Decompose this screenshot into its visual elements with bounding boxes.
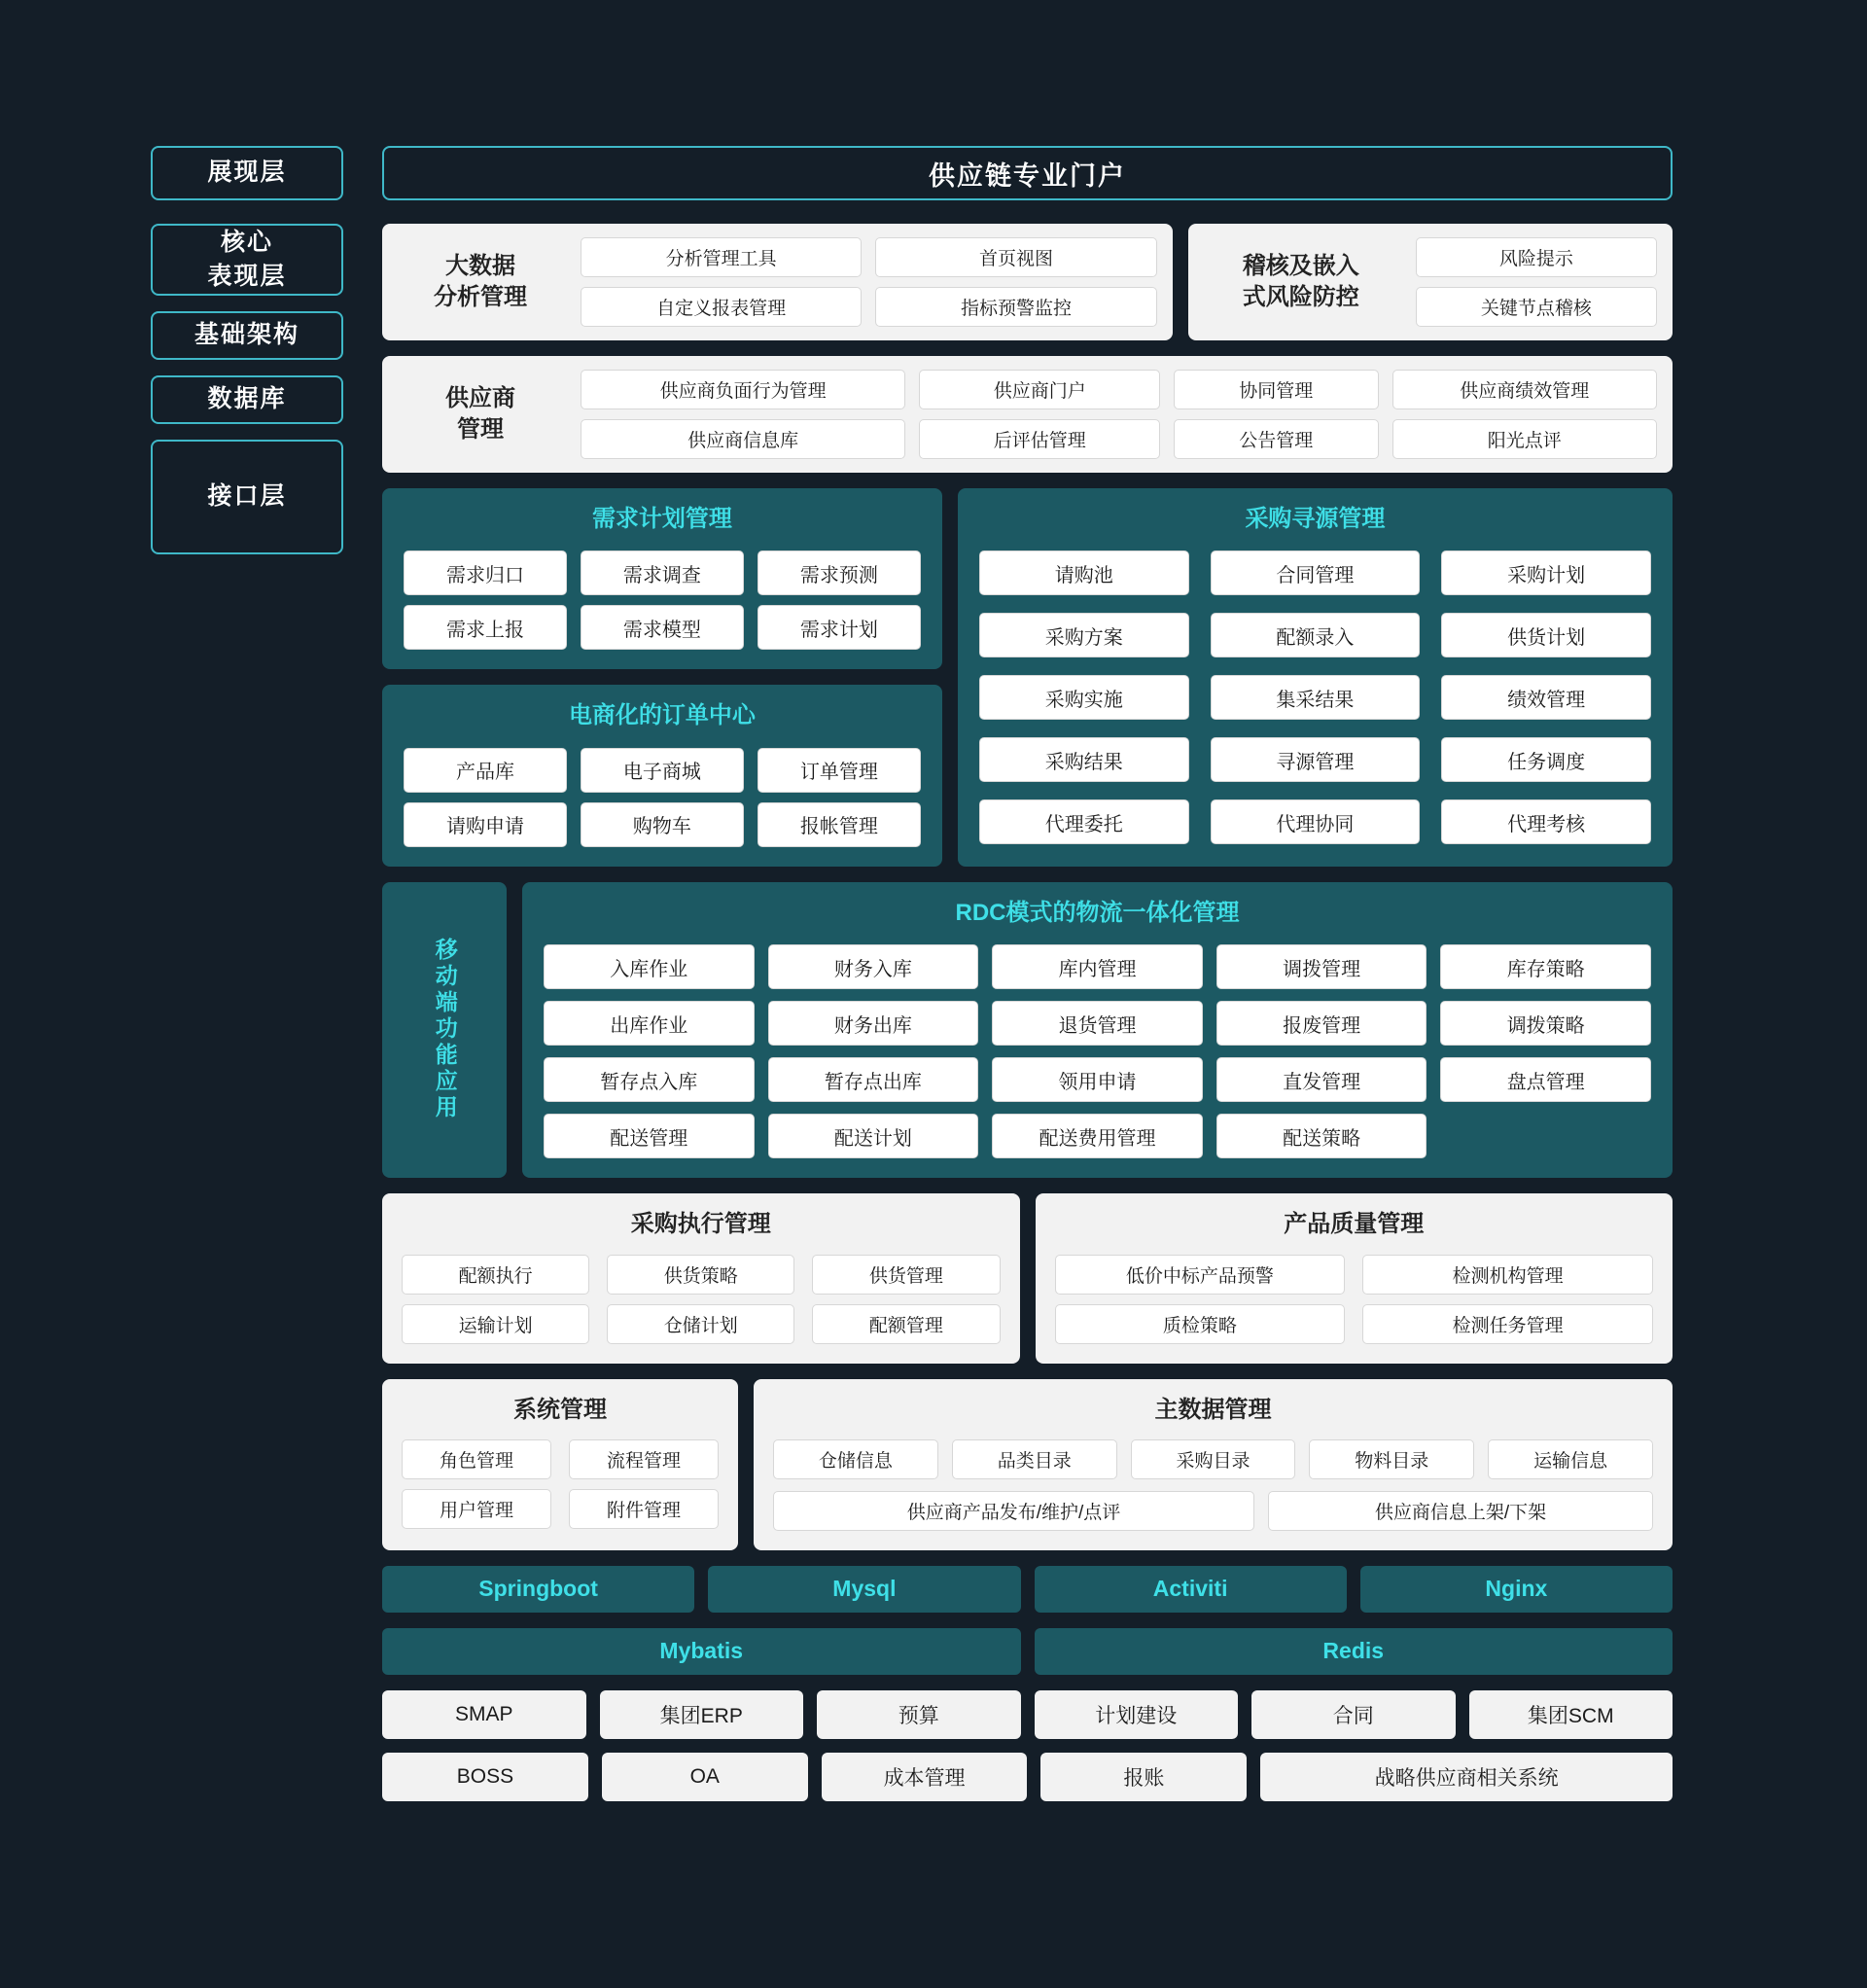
order-item[interactable]: 电子商城 — [581, 748, 744, 793]
logistics-item[interactable]: 配送费用管理 — [992, 1114, 1203, 1158]
sourcing-item[interactable]: 集采结果 — [1211, 675, 1421, 720]
logistics-item[interactable]: 报废管理 — [1216, 1001, 1427, 1046]
quality-item[interactable]: 检测机构管理 — [1362, 1255, 1653, 1295]
supplier-title-line1: 供应商 — [445, 384, 515, 411]
logistics-item[interactable]: 退货管理 — [992, 1001, 1203, 1046]
execution-item[interactable]: 供货管理 — [812, 1255, 1000, 1295]
risk-title — [1204, 251, 1398, 314]
layer-label-infra: 基础架构 — [151, 311, 343, 360]
sourcing-item[interactable]: 采购结果 — [979, 737, 1189, 782]
system-title: 系统管理 — [513, 1396, 607, 1423]
logistics-item[interactable]: 财务出库 — [768, 1001, 979, 1046]
quality-item[interactable]: 低价中标产品预警 — [1055, 1255, 1346, 1295]
demand-sourcing-row — [382, 488, 1673, 867]
execution-panel — [382, 1193, 1020, 1363]
order-panel — [382, 685, 942, 866]
layer-label-database: 数据库 — [151, 375, 343, 424]
execution-item[interactable]: 配额执行 — [402, 1255, 589, 1295]
quality-items — [1055, 1255, 1654, 1344]
system-item[interactable]: 流程管理 — [569, 1439, 719, 1479]
sourcing-panel — [958, 488, 1673, 867]
supplier-item[interactable]: 供应商负面行为管理 — [581, 370, 905, 409]
bigdata-items — [581, 237, 1157, 327]
execution-title: 采购执行管理 — [630, 1211, 771, 1238]
bigdata-title-line1: 大数据 — [445, 252, 515, 279]
database-row — [382, 1628, 1673, 1675]
supplier-item[interactable]: 协同管理 — [1174, 370, 1379, 409]
masterdata-panel — [754, 1379, 1673, 1550]
mobile-logistics-row — [382, 882, 1673, 1178]
layer-label-core-text — [207, 226, 286, 294]
spacer — [382, 1178, 1673, 1193]
masterdata-item[interactable]: 仓储信息 — [773, 1439, 938, 1479]
logistics-item[interactable]: 财务入库 — [768, 944, 979, 989]
infra-item[interactable]: Nginx — [1360, 1566, 1673, 1613]
interface-item[interactable]: 集团ERP — [600, 1690, 804, 1739]
database-item[interactable]: Redis — [1035, 1628, 1673, 1675]
order-item[interactable]: 购物车 — [581, 802, 744, 847]
logistics-item[interactable]: 盘点管理 — [1440, 1057, 1651, 1102]
spacer — [382, 1739, 1673, 1753]
bigdata-item[interactable]: 自定义报表管理 — [581, 287, 862, 327]
infra-item[interactable]: Activiti — [1035, 1566, 1347, 1613]
sourcing-item[interactable]: 代理委托 — [979, 799, 1189, 844]
quality-title: 产品质量管理 — [1284, 1211, 1425, 1238]
sourcing-item[interactable]: 寻源管理 — [1211, 737, 1421, 782]
interface-item[interactable]: 计划建设 — [1035, 1690, 1239, 1739]
quality-panel — [1036, 1193, 1673, 1363]
mobile-title: 移动端功能应用 — [432, 938, 458, 1122]
logistics-item[interactable]: 配送计划 — [768, 1114, 979, 1158]
sourcing-item[interactable]: 采购实施 — [979, 675, 1189, 720]
layer-label-core-line1: 核心 — [220, 229, 273, 256]
sourcing-item[interactable]: 配额录入 — [1211, 613, 1421, 657]
sourcing-item[interactable]: 代理考核 — [1441, 799, 1651, 844]
risk-items — [1416, 237, 1657, 327]
spacer — [382, 1550, 1673, 1566]
order-item[interactable]: 产品库 — [404, 748, 567, 793]
order-item[interactable]: 订单管理 — [757, 748, 921, 793]
bigdata-risk-row — [382, 224, 1673, 340]
masterdata-item[interactable]: 物料目录 — [1309, 1439, 1474, 1479]
masterdata-item[interactable]: 供应商信息上架/下架 — [1268, 1491, 1653, 1531]
demand-item[interactable]: 需求调查 — [581, 550, 744, 595]
logistics-title: RDC模式的物流一体化管理 — [955, 899, 1240, 926]
masterdata-item[interactable]: 运输信息 — [1488, 1439, 1653, 1479]
system-item[interactable]: 用户管理 — [402, 1489, 551, 1529]
spacer — [382, 340, 1673, 356]
logistics-item[interactable]: 入库作业 — [544, 944, 755, 989]
masterdata-title: 主数据管理 — [1154, 1396, 1272, 1423]
execution-item[interactable]: 运输计划 — [402, 1304, 589, 1344]
interface-row-2 — [382, 1753, 1673, 1801]
system-panel — [382, 1379, 738, 1550]
layer-label-core — [151, 224, 343, 296]
risk-item[interactable]: 关键节点稽核 — [1416, 287, 1657, 327]
interface-item[interactable]: 成本管理 — [822, 1753, 1028, 1801]
risk-panel — [1188, 224, 1673, 340]
logistics-item[interactable]: 调拨策略 — [1440, 1001, 1651, 1046]
sourcing-item[interactable]: 供货计划 — [1441, 613, 1651, 657]
logistics-items — [544, 944, 1651, 1158]
system-masterdata-row — [382, 1379, 1673, 1550]
execution-items — [402, 1255, 1001, 1344]
system-item[interactable]: 附件管理 — [569, 1489, 719, 1529]
risk-title-line1: 稽核及嵌入 — [1242, 252, 1359, 279]
spacer — [382, 1613, 1673, 1628]
supplier-item[interactable]: 供应商绩效管理 — [1392, 370, 1657, 409]
risk-item[interactable]: 风险提示 — [1416, 237, 1657, 277]
sourcing-item[interactable]: 任务调度 — [1441, 737, 1651, 782]
execution-quality-row — [382, 1193, 1673, 1363]
infra-row — [382, 1566, 1673, 1613]
execution-item[interactable]: 仓储计划 — [607, 1304, 794, 1344]
order-title: 电商化的订单中心 — [568, 702, 756, 729]
order-item[interactable]: 请购申请 — [404, 802, 567, 847]
logistics-item[interactable]: 库内管理 — [992, 944, 1203, 989]
demand-item[interactable]: 需求模型 — [581, 605, 744, 650]
spacer — [382, 473, 1673, 488]
execution-item[interactable]: 供货策略 — [607, 1255, 794, 1295]
interface-row-1 — [382, 1690, 1673, 1739]
interface-item[interactable]: 预算 — [817, 1690, 1021, 1739]
logistics-item[interactable]: 暂存点入库 — [544, 1057, 755, 1102]
interface-item[interactable]: SMAP — [382, 1690, 586, 1739]
sourcing-item[interactable]: 采购方案 — [979, 613, 1189, 657]
logistics-item[interactable]: 暂存点出库 — [768, 1057, 979, 1102]
demand-order-column — [382, 488, 942, 867]
demand-title: 需求计划管理 — [591, 506, 732, 532]
masterdata-items-bottom — [773, 1491, 1653, 1531]
spacer — [151, 296, 343, 311]
layer-label-column — [151, 146, 343, 554]
bigdata-title — [398, 251, 563, 314]
demand-item[interactable]: 需求上报 — [404, 605, 567, 650]
logistics-item[interactable]: 直发管理 — [1216, 1057, 1427, 1102]
risk-title-line2: 式风险防控 — [1242, 284, 1359, 310]
logistics-item[interactable]: 配送管理 — [544, 1114, 755, 1158]
masterdata-item[interactable]: 供应商产品发布/维护/点评 — [773, 1491, 1254, 1531]
supplier-items — [581, 370, 1657, 459]
layer-label-core-line2: 表现层 — [207, 263, 287, 290]
sourcing-items — [979, 550, 1651, 844]
bigdata-item[interactable]: 分析管理工具 — [581, 237, 862, 277]
demand-item[interactable]: 需求归口 — [404, 550, 567, 595]
bigdata-panel — [382, 224, 1173, 340]
masterdata-item[interactable]: 品类目录 — [952, 1439, 1117, 1479]
layer-label-interface: 接口层 — [151, 440, 343, 554]
diagram-content — [382, 146, 1673, 1801]
sourcing-item[interactable]: 请购池 — [979, 550, 1189, 595]
logistics-item[interactable]: 调拨管理 — [1216, 944, 1427, 989]
logistics-item[interactable]: 领用申请 — [992, 1057, 1203, 1102]
diagram-layout — [151, 146, 1673, 1801]
sourcing-title: 采购寻源管理 — [1245, 506, 1386, 532]
grid-filler — [1440, 1114, 1651, 1158]
masterdata-items-top — [773, 1439, 1653, 1479]
sourcing-item[interactable]: 合同管理 — [1211, 550, 1421, 595]
interface-item[interactable]: 集团SCM — [1469, 1690, 1673, 1739]
mobile-panel — [382, 882, 507, 1178]
supplier-item[interactable]: 后评估管理 — [919, 419, 1160, 459]
spacer — [151, 200, 343, 224]
quality-item[interactable]: 检测任务管理 — [1362, 1304, 1653, 1344]
masterdata-item[interactable]: 采购目录 — [1131, 1439, 1296, 1479]
sourcing-item[interactable]: 采购计划 — [1441, 550, 1651, 595]
bigdata-item[interactable]: 首页视图 — [875, 237, 1156, 277]
supplier-item[interactable]: 阳光点评 — [1392, 419, 1657, 459]
order-items — [404, 748, 921, 847]
sourcing-item[interactable]: 绩效管理 — [1441, 675, 1651, 720]
logistics-item[interactable]: 库存策略 — [1440, 944, 1651, 989]
logistics-panel — [522, 882, 1673, 1178]
sourcing-item[interactable]: 代理协同 — [1211, 799, 1421, 844]
spacer — [151, 424, 343, 440]
demand-panel — [382, 488, 942, 669]
logistics-item[interactable]: 出库作业 — [544, 1001, 755, 1046]
spacer — [382, 1364, 1673, 1379]
execution-item[interactable]: 配额管理 — [812, 1304, 1000, 1344]
portal-banner[interactable]: 供应链专业门户 — [382, 146, 1673, 200]
demand-item[interactable]: 需求计划 — [757, 605, 921, 650]
layer-label-presentation: 展现层 — [151, 146, 343, 200]
supplier-item[interactable]: 公告管理 — [1174, 419, 1379, 459]
interface-item[interactable]: BOSS — [382, 1753, 588, 1801]
spacer — [382, 1675, 1673, 1690]
spacer — [382, 200, 1673, 224]
supplier-item[interactable]: 供应商门户 — [919, 370, 1160, 409]
supplier-title-line2: 管理 — [457, 416, 504, 443]
interface-item[interactable]: OA — [602, 1753, 808, 1801]
interface-item[interactable]: 合同 — [1251, 1690, 1456, 1739]
interface-item[interactable]: 报账 — [1040, 1753, 1247, 1801]
infra-item[interactable]: Mysql — [708, 1566, 1020, 1613]
infra-item[interactable]: Springboot — [382, 1566, 694, 1613]
system-items — [402, 1439, 719, 1529]
interface-item[interactable]: 战略供应商相关系统 — [1260, 1753, 1673, 1801]
quality-item[interactable]: 质检策略 — [1055, 1304, 1346, 1344]
demand-item[interactable]: 需求预测 — [757, 550, 921, 595]
bigdata-item[interactable]: 指标预警监控 — [875, 287, 1156, 327]
spacer — [382, 867, 1673, 882]
demand-items — [404, 550, 921, 650]
supplier-panel — [382, 356, 1673, 473]
spacer — [151, 360, 343, 375]
supplier-title — [398, 383, 563, 446]
bigdata-title-line2: 分析管理 — [434, 284, 527, 310]
logistics-item[interactable]: 配送策略 — [1216, 1114, 1427, 1158]
order-item[interactable]: 报帐管理 — [757, 802, 921, 847]
database-item[interactable]: Mybatis — [382, 1628, 1021, 1675]
system-item[interactable]: 角色管理 — [402, 1439, 551, 1479]
supplier-item[interactable]: 供应商信息库 — [581, 419, 905, 459]
